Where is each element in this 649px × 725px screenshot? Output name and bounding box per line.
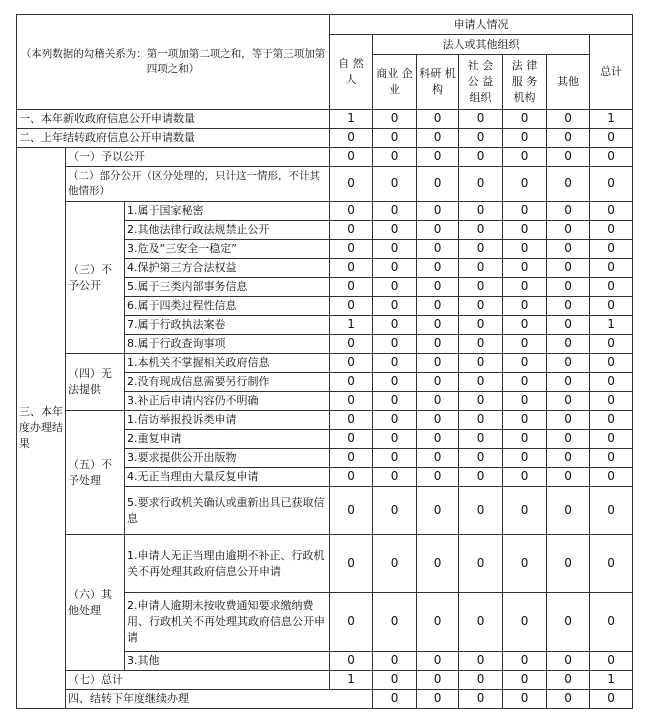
cell-value: 0 <box>503 671 547 690</box>
row-label: 5.要求行政机关确认或重新出具已获取信息 <box>125 487 330 535</box>
row-label: （二）部分公开（区分处理的，只计这一情形，不计其他情形） <box>66 167 330 202</box>
cell-value: 0 <box>547 167 590 202</box>
cell-value: 0 <box>373 652 417 671</box>
cell-value: 0 <box>330 354 373 373</box>
row-label: 1.本机关不掌握相关政府信息 <box>125 354 330 373</box>
cell-value: 0 <box>330 167 373 202</box>
row-label: 1.属于国家秘密 <box>125 202 330 221</box>
cell-value: 0 <box>503 593 547 652</box>
cell-value: 0 <box>459 110 503 129</box>
group-label: （六）其他处理 <box>66 535 125 671</box>
cell-value: 1 <box>330 671 373 690</box>
cell-value: 0 <box>590 430 633 449</box>
cell-value: 0 <box>547 335 590 354</box>
cell-value: 0 <box>330 487 373 535</box>
row-label: 3.危及“三安全一稳定” <box>125 240 330 259</box>
cell-value: 0 <box>373 354 417 373</box>
cell-value: 0 <box>459 392 503 411</box>
cell-value: 0 <box>373 392 417 411</box>
cell-value: 0 <box>417 167 459 202</box>
header-legal: 法 律 服 务 机构 <box>503 55 547 110</box>
cell-value: 0 <box>547 392 590 411</box>
cell-value: 1 <box>590 671 633 690</box>
cell-value: 0 <box>459 259 503 278</box>
cell-value: 0 <box>503 240 547 259</box>
cell-value: 0 <box>417 278 459 297</box>
cell-value: 0 <box>503 411 547 430</box>
row-label: 3.补正后申请内容仍不明确 <box>125 392 330 411</box>
header-natural-person: 自 然 人 <box>330 35 373 110</box>
cell-value: 0 <box>503 690 547 709</box>
cell-value: 0 <box>330 259 373 278</box>
cell-value: 0 <box>503 487 547 535</box>
cell-value: 0 <box>373 297 417 316</box>
disclosure-table <box>16 14 633 709</box>
cell-value: 0 <box>373 335 417 354</box>
cell-value: 0 <box>590 129 633 148</box>
cell-value: 0 <box>459 373 503 392</box>
cell-value: 0 <box>459 278 503 297</box>
cell-value: 0 <box>459 593 503 652</box>
cell-value: 0 <box>417 129 459 148</box>
cell-value: 0 <box>417 202 459 221</box>
cell-value: 0 <box>373 671 417 690</box>
row-label: （七）总计 <box>66 671 330 690</box>
cell-value: 0 <box>373 468 417 487</box>
row-label: 3.其他 <box>125 652 330 671</box>
row-label: 4.无正当理由大量反复申请 <box>125 468 330 487</box>
cell-value: 0 <box>547 652 590 671</box>
row-label: 7.属于行政执法案卷 <box>125 316 330 335</box>
cell-value: 0 <box>330 129 373 148</box>
cell-value: 0 <box>590 593 633 652</box>
cell-value: 0 <box>373 240 417 259</box>
cell-value: 0 <box>547 373 590 392</box>
cell-value: 0 <box>417 354 459 373</box>
cell-value: 0 <box>330 202 373 221</box>
cell-value: 0 <box>547 411 590 430</box>
cell-value: 0 <box>503 335 547 354</box>
cell-value: 0 <box>547 202 590 221</box>
cell-value: 0 <box>330 535 373 593</box>
cell-value: 0 <box>373 202 417 221</box>
cell-value: 0 <box>330 221 373 240</box>
cell-value: 0 <box>373 430 417 449</box>
cell-value: 0 <box>590 392 633 411</box>
cell-value: 1 <box>590 316 633 335</box>
cell-value: 0 <box>459 148 503 167</box>
cell-value: 0 <box>547 110 590 129</box>
cell-value: 0 <box>459 468 503 487</box>
cell-value: 0 <box>373 690 417 709</box>
cell-value: 0 <box>503 167 547 202</box>
cell-value: 0 <box>417 221 459 240</box>
cell-value: 0 <box>417 316 459 335</box>
cell-value: 0 <box>373 167 417 202</box>
cell-value: 0 <box>590 449 633 468</box>
cell-value: 0 <box>503 316 547 335</box>
cell-value: 0 <box>417 671 459 690</box>
cell-value: 0 <box>503 430 547 449</box>
cell-value: 0 <box>503 221 547 240</box>
group-label: （四）无法提供 <box>66 354 125 411</box>
cell-value: 0 <box>590 335 633 354</box>
cell-value: 0 <box>547 449 590 468</box>
cell-value: 0 <box>459 316 503 335</box>
cell-value: 0 <box>330 392 373 411</box>
header-other: 其他 <box>547 55 590 110</box>
cell-value: 0 <box>417 297 459 316</box>
cell-value: 0 <box>547 316 590 335</box>
cell-value: 0 <box>459 411 503 430</box>
cell-value: 0 <box>590 354 633 373</box>
cell-value: 0 <box>459 167 503 202</box>
cell-value: 0 <box>373 411 417 430</box>
cell-value: 0 <box>590 278 633 297</box>
cell-value: 0 <box>547 671 590 690</box>
cell-value: 0 <box>417 487 459 535</box>
row-label: 1.申请人无正当理由逾期不补正、行政机关不再处理其政府信息公开申请 <box>125 535 330 593</box>
row-label: 4.保护第三方合法权益 <box>125 259 330 278</box>
cell-value: 0 <box>590 468 633 487</box>
cell-value: 0 <box>417 468 459 487</box>
cell-value: 0 <box>503 202 547 221</box>
cell-value: 0 <box>590 411 633 430</box>
cell-value: 0 <box>330 468 373 487</box>
cell-value: 0 <box>459 240 503 259</box>
cell-value: 0 <box>417 593 459 652</box>
cell-value: 0 <box>373 148 417 167</box>
cell-value: 0 <box>373 316 417 335</box>
section-label: 三、本年度办理结果 <box>17 148 66 709</box>
row-label: 1.信访举报投诉类申请 <box>125 411 330 430</box>
cell-value: 0 <box>547 535 590 593</box>
cell-value: 0 <box>459 690 503 709</box>
header-total: 总计 <box>590 35 633 110</box>
cell-value: 0 <box>547 354 590 373</box>
cell-value: 0 <box>330 278 373 297</box>
cell-value: 1 <box>330 110 373 129</box>
cell-value: 0 <box>330 411 373 430</box>
cell-value: 0 <box>503 652 547 671</box>
cell-value: 0 <box>417 535 459 593</box>
cell-value: 0 <box>459 202 503 221</box>
row-label: 8.属于行政查询事项 <box>125 335 330 354</box>
cell-value: 0 <box>547 221 590 240</box>
cell-value: 0 <box>417 392 459 411</box>
cell-value: 0 <box>373 129 417 148</box>
cell-value: 0 <box>330 449 373 468</box>
cell-value: 0 <box>547 487 590 535</box>
cell-value: 0 <box>590 297 633 316</box>
cell-value: 0 <box>547 468 590 487</box>
header-research: 科研 机构 <box>417 55 459 110</box>
cell-value: 0 <box>417 430 459 449</box>
cell-value: 0 <box>373 593 417 652</box>
cell-value: 0 <box>330 148 373 167</box>
row-label: 一、本年新收政府信息公开申请数量 <box>17 110 330 129</box>
cell-value: 0 <box>547 430 590 449</box>
row-label: 6.属于四类过程性信息 <box>125 297 330 316</box>
row-label: 5.属于三类内部事务信息 <box>125 278 330 297</box>
cell-value: 0 <box>417 148 459 167</box>
cell-value: 1 <box>590 110 633 129</box>
cell-value: 0 <box>503 468 547 487</box>
cell-value: 0 <box>459 221 503 240</box>
cell-value: 0 <box>503 129 547 148</box>
cell-value: 0 <box>590 221 633 240</box>
header-legal-group: 法人或其他组织 <box>373 35 590 55</box>
cell-value: 0 <box>373 110 417 129</box>
cell-value: 0 <box>503 449 547 468</box>
cell-value: 0 <box>459 487 503 535</box>
cell-value: 0 <box>373 278 417 297</box>
cell-value: 0 <box>590 535 633 593</box>
row-label: 2.其他法律行政法规禁止公开 <box>125 221 330 240</box>
cell-value: 0 <box>590 148 633 167</box>
header-applicant: 申请人情况 <box>330 15 633 35</box>
row-label: 二、上年结转政府信息公开申请数量 <box>17 129 330 148</box>
cell-value: 0 <box>417 411 459 430</box>
cell-value: 0 <box>503 392 547 411</box>
cell-value: 0 <box>590 240 633 259</box>
cell-value: 0 <box>330 297 373 316</box>
cell-value: 0 <box>547 593 590 652</box>
cell-value: 0 <box>330 652 373 671</box>
cell-value: 0 <box>547 240 590 259</box>
cell-value: 0 <box>459 354 503 373</box>
cell-value: 0 <box>503 535 547 593</box>
group-label: （三）不予公开 <box>66 202 125 354</box>
cell-value: 0 <box>459 335 503 354</box>
cell-value: 0 <box>373 373 417 392</box>
row-label: （一）予以公开 <box>66 148 330 167</box>
cell-value: 0 <box>417 110 459 129</box>
cell-value: 0 <box>330 240 373 259</box>
cell-value: 0 <box>503 110 547 129</box>
cell-value: 0 <box>503 278 547 297</box>
cell-value: 0 <box>590 487 633 535</box>
header-business: 商业 企业 <box>373 55 417 110</box>
group-label: （五）不予处理 <box>66 411 125 535</box>
row-label: 2.申请人逾期未按收费通知要求缴纳费用、行政机关不再处理其政府信息公开申请 <box>125 593 330 652</box>
cell-value: 0 <box>547 690 590 709</box>
row-label: 四、结转下年度继续办理 <box>66 690 373 709</box>
cell-value: 0 <box>330 593 373 652</box>
cell-value: 0 <box>373 221 417 240</box>
cell-value: 0 <box>417 449 459 468</box>
cell-value: 0 <box>417 259 459 278</box>
cell-value: 0 <box>373 449 417 468</box>
cell-value: 0 <box>459 297 503 316</box>
cell-value: 0 <box>459 535 503 593</box>
row-label: 2.重复申请 <box>125 430 330 449</box>
cell-value: 0 <box>373 487 417 535</box>
cell-value: 0 <box>459 449 503 468</box>
cell-value: 0 <box>503 354 547 373</box>
header-social: 社 会 公 益 组织 <box>459 55 503 110</box>
cell-value: 0 <box>373 535 417 593</box>
cell-value: 0 <box>590 259 633 278</box>
cell-value: 0 <box>590 652 633 671</box>
cell-value: 0 <box>547 259 590 278</box>
cell-value: 0 <box>503 373 547 392</box>
cell-value: 0 <box>459 671 503 690</box>
cell-value: 0 <box>417 373 459 392</box>
row-label: 3.要求提供公开出版物 <box>125 449 330 468</box>
cell-value: 0 <box>590 690 633 709</box>
cell-value: 0 <box>590 373 633 392</box>
cell-value: 0 <box>459 652 503 671</box>
cell-value: 0 <box>547 278 590 297</box>
cell-value: 0 <box>503 259 547 278</box>
cell-value: 0 <box>590 167 633 202</box>
row-label: 2.没有现成信息需要另行制作 <box>125 373 330 392</box>
header-note: （本列数据的勾稽关系为：第一项加第二项之和，等于第三项加第四项之和） <box>17 15 330 110</box>
cell-value: 0 <box>330 430 373 449</box>
cell-value: 0 <box>330 373 373 392</box>
cell-value: 0 <box>330 335 373 354</box>
cell-value: 0 <box>590 202 633 221</box>
cell-value: 0 <box>547 148 590 167</box>
cell-value: 0 <box>373 259 417 278</box>
cell-value: 0 <box>503 297 547 316</box>
cell-value: 1 <box>330 316 373 335</box>
cell-value: 0 <box>459 430 503 449</box>
cell-value: 0 <box>547 129 590 148</box>
cell-value: 0 <box>417 240 459 259</box>
cell-value: 0 <box>547 297 590 316</box>
cell-value: 0 <box>503 148 547 167</box>
cell-value: 0 <box>459 129 503 148</box>
cell-value: 0 <box>417 690 459 709</box>
cell-value: 0 <box>417 652 459 671</box>
cell-value: 0 <box>417 335 459 354</box>
